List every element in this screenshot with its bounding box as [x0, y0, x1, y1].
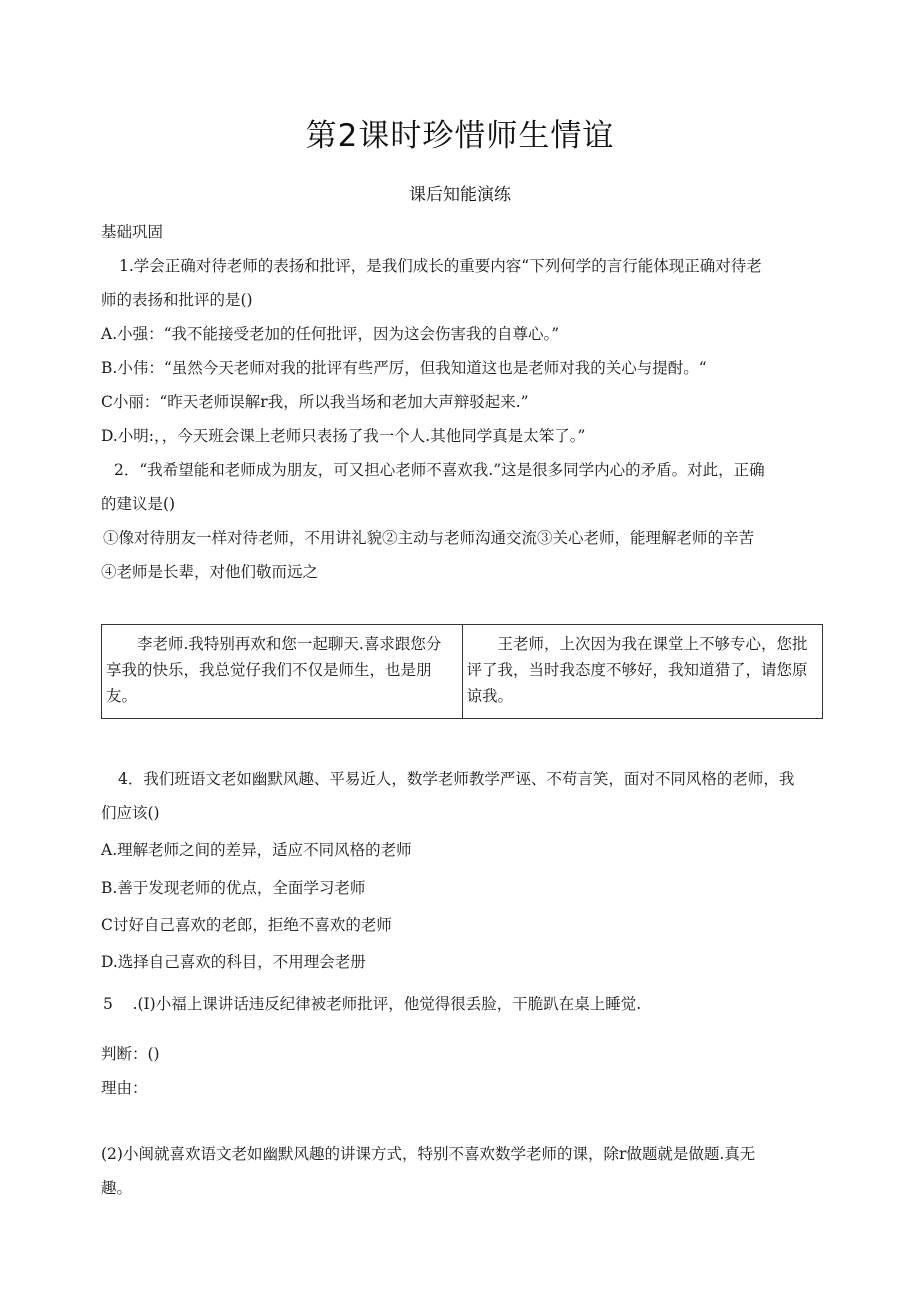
- question-1-stem-line-2: 师的表扬和批评的是(): [101, 291, 253, 309]
- question-4-option-a: A.理解老师之间的差异，适应不同风格的老师: [101, 841, 412, 859]
- question-5-part-2-line-2: 趣。: [101, 1179, 133, 1197]
- question-2-stem-line-2: 的建议是(): [101, 495, 176, 513]
- question-5-reason: 理由：: [101, 1079, 148, 1097]
- question-4-stem-line-2: 们应该(): [101, 804, 160, 822]
- question-4-stem-line-1: 4．我们班语文老如幽默风趣、平易近人，数学老师教学严诬、不苟言笑，面对不同风格的老师，我: [118, 770, 795, 788]
- question-1-option-d: D.小明:，，今天班会课上老师只表扬了我一个人.其他同学真是太笨了。”: [101, 427, 586, 445]
- question-2-options-line-2: ④老师是长辈，对他们敬而远之: [101, 563, 319, 581]
- page-subtitle: 课后知能演练: [409, 185, 511, 205]
- section-heading: 基础巩固: [101, 223, 164, 241]
- question-2-stem-line-1: 2．“我希望能和老师成为朋友，可又担心老师不喜欢我.”这是很多同学内心的矛盾。对此，正确: [114, 461, 765, 479]
- table-cell-right: 王老师，上次因为我在课堂上不够专心，您批评了我，当时我态度不够好，我知道猎了，请您原谅我。: [462, 625, 823, 719]
- question-4-option-c: C讨好自己喜欢的老郎，拒绝不喜欢的老师: [101, 916, 392, 934]
- question-5-judgement: 判断：(): [101, 1045, 160, 1063]
- question-1-option-c: C小丽：“昨天老师误解r我，所以我当场和老加大声辩驳起来.”: [101, 393, 529, 411]
- question-2-options-line-1: ①像对待朋友一样对待老师，不用讲礼貌②主动与老师沟通交流③关心老师，能理解老师的辛苦: [103, 529, 755, 547]
- question-5-part-1: 5 .(I)小福上课讲话违反纪律被老师批评，他觉得很丢脸，干脆趴在桌上睡觉.: [103, 995, 642, 1013]
- question-1-option-b: B.小伟：“虽然今天老师对我的批评有些严厉，但我知道这也是老师对我的关心与提酎。“: [101, 359, 707, 377]
- page-title: 第2课时珍惜师生情谊: [305, 118, 615, 154]
- question-4-option-b: B.善于发现老师的优点，全面学习老师: [101, 879, 366, 897]
- table-cell-left: 李老师.我特别再欢和您一起聊天.喜求跟您分享我的快乐，我总觉仔我们不仅是师生，也是朋友。: [102, 625, 463, 719]
- table-row: [102, 625, 823, 719]
- question-5-part-2-line-1: (2)小闽就喜欢语文老如幽默风趣的讲课方式，特别不喜欢数学老师的课，除r做题就是做题.真无: [101, 1145, 756, 1163]
- question-4-option-d: D.选择自己喜欢的科目，不用理会老册: [101, 953, 366, 971]
- message-table: [101, 624, 823, 719]
- question-1-option-a: A.小强：“我不能接受老加的任何批评，因为这会伤害我的自尊心。”: [101, 325, 560, 343]
- question-1-stem-line-1: 1.学会正确对待老师的表扬和批评，是我们成长的重要内容“下列何学的言行能体现正确对待老: [119, 257, 762, 275]
